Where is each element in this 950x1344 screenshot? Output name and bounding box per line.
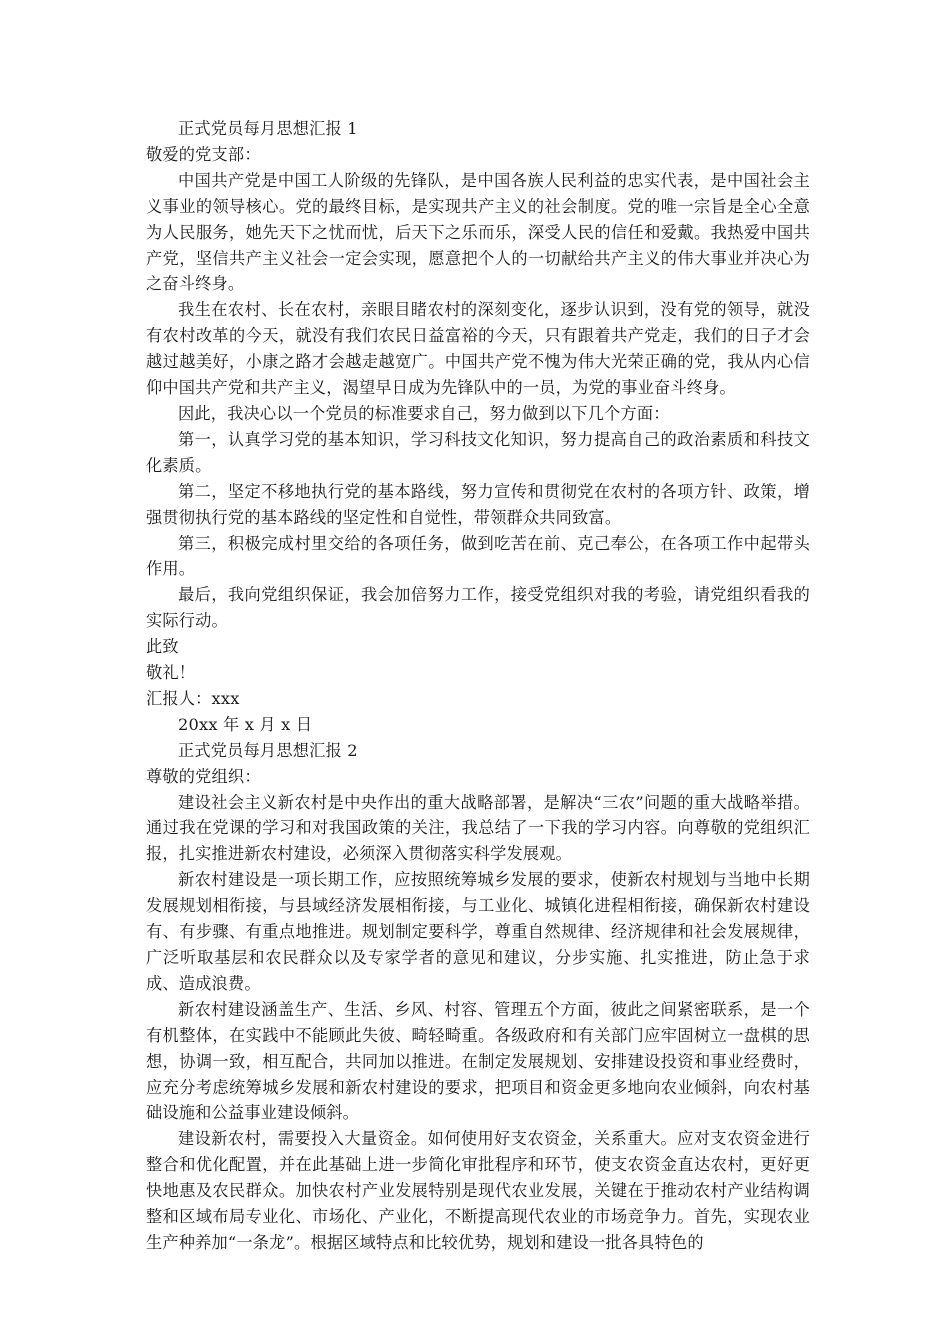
reporter-line: 汇报人：xxx [146, 688, 240, 708]
salutation-2: 尊敬的党组织： [146, 766, 261, 786]
closing-salute: 敬礼！ [146, 663, 196, 683]
paragraph: 中国共产党是中国工人阶级的先锋队，是中国各族人民利益的忠实代表，是中国社会主义事业的领导核心。党的最终目标，是实现共产主义的社会制度。党的唯一宗旨是全心全意为人民服务，她先天下之忧而忧，后天下之乐而乐，深受人民的信任和爱戴。我热爱中国共产党，坚信共产主义社会一定会实现，愿意把个人的一切献给共产主义的伟大事业并决心为之奋斗终身。 [146, 170, 810, 294]
document-page [146, 116, 810, 1256]
paragraph: 建设新农村，需要投入大量资金。如何使用好支农资金，关系重大。应对支农资金进行整合和优化配置，并在此基础上进一步简化审批程序和环节，使支农资金直达农村，更好更快地惠及农民群众。加快农村产业发展特别是现代农业发展，关键在于推动农村产业结构调整和区域布局专业化、市场化、产业化，不断提高现代农业的市场竞争力。首先，实现农业生产种养加“一条龙”。根据区域特点和比较优势，规划和建设一批各具特色的 [146, 1129, 810, 1252]
report-title-2: 正式党员每月思想汇报 2 [178, 740, 358, 760]
paragraph: 新农村建设是一项长期工作，应按照统筹城乡发展的要求，使新农村规划与当地中长期发展规划相衔接，与县域经济发展相衔接，与工业化、城镇化进程相衔接，确保新农村建设有、有步骤、有重点地推进。规划制定要科学，尊重自然规律、经济规律和社会发展规律，广泛听取基层和农民群众以及专家学者的意见和建议，分步实施、扎实推进，防止急于求成、造成浪费。 [146, 870, 810, 993]
date-line: 20xx 年 x 月 x 日 [178, 714, 313, 734]
paragraph: 建设社会主义新农村是中央作出的重大战略部署，是解决“三农”问题的重大战略举措。通过我在党课的学习和对我国政策的关注，我总结了一下我的学习内容。向尊敬的党组织汇报，扎实推进新农村建设，必须深入贯彻落实科学发展观。 [146, 792, 810, 864]
report-title-1: 正式党员每月思想汇报 1 [178, 119, 358, 138]
paragraph: 最后，我向党组织保证，我会加倍努力工作，接受党组织对我的考验，请党组织看我的实际行动。 [146, 585, 810, 631]
paragraph: 因此，我决心以一个党员的标准要求自己，努力做到以下几个方面： [178, 403, 670, 423]
paragraph: 第一，认真学习党的基本知识，学习科技文化知识，努力提高自己的政治素质和科技文化素质。 [146, 429, 810, 475]
paragraph: 我生在农村、长在农村，亲眼目睹农村的深刻变化，逐步认识到，没有党的领导，就没有农村改革的今天，就没有我们农民日益富裕的今天，只有跟着共产党走，我们的日子才会越过越美好，小康之路才会越走越宽广。中国共产党不愧为伟大光荣正确的党，我从内心信仰中国共产党和共产主义，渴望早日成为先锋队中的一员，为党的事业奋斗终身。 [146, 300, 810, 398]
paragraph: 第二，坚定不移地执行党的基本路线，努力宣传和贯彻党在农村的各项方针、政策，增强贯彻执行党的基本路线的坚定性和自觉性，带领群众共同致富。 [146, 481, 810, 527]
closing-line: 此致 [146, 637, 179, 657]
paragraph: 第三，积极完成村里交给的各项任务，做到吃苦在前、克己奉公，在各项工作中起带头作用。 [146, 533, 810, 579]
salutation-1: 敬爱的党支部： [146, 144, 261, 164]
paragraph: 新农村建设涵盖生产、生活、乡风、村容、管理五个方面，彼此之间紧密联系，是一个有机整体，在实践中不能顾此失彼、畸轻畸重。各级政府和有关部门应牢固树立一盘棋的思想，协调一致，相互配合，共同加以推进。在制定发展规划、安排建设投资和事业经费时，应充分考虑统筹城乡发展和新农村建设的要求，把项目和资金更多地向农业倾斜，向农村基础设施和公益事业建设倾斜。 [146, 999, 810, 1123]
